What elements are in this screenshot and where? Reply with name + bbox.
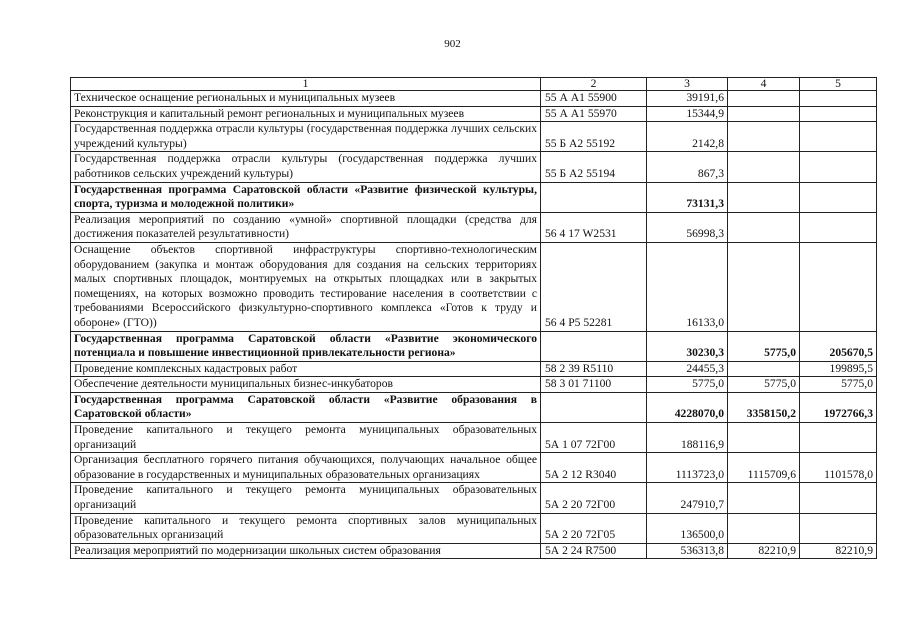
row-code-cell xyxy=(541,182,647,212)
row-value-col3: 15344,9 xyxy=(647,106,728,122)
table-row xyxy=(71,331,877,361)
row-value-col5 xyxy=(800,242,877,331)
row-value-col4 xyxy=(728,91,800,107)
row-name-cell: Реализация мероприятий по модернизации школьных систем образования xyxy=(71,543,541,559)
column-header-5: 5 xyxy=(800,78,877,91)
row-value-col5 xyxy=(800,513,877,543)
row-value-col3: 56998,3 xyxy=(647,212,728,242)
column-header-4: 4 xyxy=(728,78,800,91)
page-number: 902 xyxy=(444,38,461,50)
row-code-cell xyxy=(541,392,647,422)
table-row xyxy=(71,543,877,559)
table-row xyxy=(71,106,877,122)
row-value-col4 xyxy=(728,182,800,212)
row-value-col4: 5775,0 xyxy=(728,377,800,393)
row-value-col3: 247910,7 xyxy=(647,483,728,513)
row-value-col3: 188116,9 xyxy=(647,423,728,453)
row-value-col3: 536313,8 xyxy=(647,543,728,559)
row-value-col4 xyxy=(728,483,800,513)
row-name-cell: Государственная поддержка отрасли культуры (государственная поддержка лучших работников сельских учреждений культуры) xyxy=(71,152,541,182)
row-value-col4 xyxy=(728,212,800,242)
row-value-col5 xyxy=(800,483,877,513)
row-code-cell: 58 2 39 R5110 xyxy=(541,361,647,377)
row-code-cell: 5А 2 20 72Г00 xyxy=(541,483,647,513)
table-row xyxy=(71,152,877,182)
table-row xyxy=(71,423,877,453)
column-header-3: 3 xyxy=(647,78,728,91)
row-value-col5 xyxy=(800,91,877,107)
table-row xyxy=(71,392,877,422)
table-row xyxy=(71,91,877,107)
row-value-col3: 136500,0 xyxy=(647,513,728,543)
row-value-col3: 1113723,0 xyxy=(647,453,728,483)
row-name-cell: Государственная программа Саратовской области «Развитие экономического потенциала и повышение инвестиционной привлекательности региона» xyxy=(71,331,541,361)
row-code-cell: 56 4 Р5 52281 xyxy=(541,242,647,331)
row-code-cell: 55 Б А2 55194 xyxy=(541,152,647,182)
row-name-cell: Проведение комплексных кадастровых работ xyxy=(71,361,541,377)
row-code-cell xyxy=(541,331,647,361)
row-name-cell: Оснащение объектов спортивной инфраструктуры спортивно-технологическим оборудованием (закупка и монтаж оборудования для создания на сельских территориях малых спортивных площадок, монтируемых на открытых площадках или в закрытых помещениях, на которых возможно проводить тестирование населения в соответствии с требованиями Всероссийского физкультурно-спортивного комплекса «Готов к труду и обороне» (ГТО)) xyxy=(71,242,541,331)
row-value-col4 xyxy=(728,423,800,453)
row-value-col5 xyxy=(800,122,877,152)
row-value-col3: 4228070,0 xyxy=(647,392,728,422)
row-code-cell: 5А 2 20 72Г05 xyxy=(541,513,647,543)
table-row xyxy=(71,513,877,543)
row-value-col5: 199895,5 xyxy=(800,361,877,377)
row-value-col5 xyxy=(800,106,877,122)
row-name-cell: Государственная программа Саратовской области «Развитие физической культуры, спорта, туризма и молодежной политики» xyxy=(71,182,541,212)
table-row xyxy=(71,483,877,513)
row-value-col4: 82210,9 xyxy=(728,543,800,559)
table-row xyxy=(71,242,877,331)
row-value-col3: 30230,3 xyxy=(647,331,728,361)
row-value-col3: 39191,6 xyxy=(647,91,728,107)
row-value-col3: 24455,3 xyxy=(647,361,728,377)
row-value-col5: 5775,0 xyxy=(800,377,877,393)
row-value-col5: 1101578,0 xyxy=(800,453,877,483)
row-name-cell: Обеспечение деятельности муниципальных бизнес-инкубаторов xyxy=(71,377,541,393)
row-value-col4: 5775,0 xyxy=(728,331,800,361)
row-value-col5: 82210,9 xyxy=(800,543,877,559)
row-name-cell: Реконструкция и капитальный ремонт региональных и муниципальных музеев xyxy=(71,106,541,122)
row-value-col4 xyxy=(728,106,800,122)
table-row xyxy=(71,361,877,377)
table-body xyxy=(71,91,877,559)
row-name-cell: Государственная программа Саратовской области «Развитие образования в Саратовской области» xyxy=(71,392,541,422)
row-name-cell: Проведение капитального и текущего ремонта муниципальных образовательных организаций xyxy=(71,423,541,453)
table-row xyxy=(71,182,877,212)
row-code-cell: 58 3 01 71100 xyxy=(541,377,647,393)
table-row xyxy=(71,453,877,483)
row-code-cell: 5А 2 24 R7500 xyxy=(541,543,647,559)
row-value-col5 xyxy=(800,212,877,242)
row-name-cell: Проведение капитального и текущего ремонта муниципальных образовательных организаций xyxy=(71,483,541,513)
row-code-cell: 5А 1 07 72Г00 xyxy=(541,423,647,453)
row-value-col4: 1115709,6 xyxy=(728,453,800,483)
row-value-col3: 867,3 xyxy=(647,152,728,182)
table-header-row xyxy=(71,78,877,91)
row-code-cell: 55 Б А2 55192 xyxy=(541,122,647,152)
budget-table xyxy=(70,77,877,559)
row-value-col4 xyxy=(728,361,800,377)
row-value-col4 xyxy=(728,152,800,182)
row-name-cell: Государственная поддержка отрасли культуры (государственная поддержка лучших сельских учреждений культуры) xyxy=(71,122,541,152)
column-header-2: 2 xyxy=(541,78,647,91)
row-name-cell: Организация бесплатного горячего питания обучающихся, получающих начальное общее образование в государственных и муниципальных образовательных организациях xyxy=(71,453,541,483)
table-row xyxy=(71,212,877,242)
row-name-cell: Реализация мероприятий по созданию «умной» спортивной площадки (средства для достижения показателей результативности) xyxy=(71,212,541,242)
column-header-1: 1 xyxy=(71,78,541,91)
table-row xyxy=(71,122,877,152)
row-value-col5: 205670,5 xyxy=(800,331,877,361)
row-value-col4 xyxy=(728,242,800,331)
row-value-col4 xyxy=(728,122,800,152)
row-name-cell: Проведение капитального и текущего ремонта спортивных залов муниципальных образовательных организаций xyxy=(71,513,541,543)
row-value-col3: 16133,0 xyxy=(647,242,728,331)
table-row xyxy=(71,377,877,393)
row-value-col3: 5775,0 xyxy=(647,377,728,393)
row-code-cell: 55 А А1 55900 xyxy=(541,91,647,107)
row-value-col5 xyxy=(800,152,877,182)
row-value-col3: 73131,3 xyxy=(647,182,728,212)
row-code-cell: 55 А А1 55970 xyxy=(541,106,647,122)
row-value-col5 xyxy=(800,423,877,453)
row-value-col3: 2142,8 xyxy=(647,122,728,152)
row-value-col4 xyxy=(728,513,800,543)
row-value-col5 xyxy=(800,182,877,212)
row-code-cell: 5А 2 12 R3040 xyxy=(541,453,647,483)
row-code-cell: 56 4 17 W2531 xyxy=(541,212,647,242)
row-value-col4: 3358150,2 xyxy=(728,392,800,422)
row-name-cell: Техническое оснащение региональных и муниципальных музеев xyxy=(71,91,541,107)
row-value-col5: 1972766,3 xyxy=(800,392,877,422)
